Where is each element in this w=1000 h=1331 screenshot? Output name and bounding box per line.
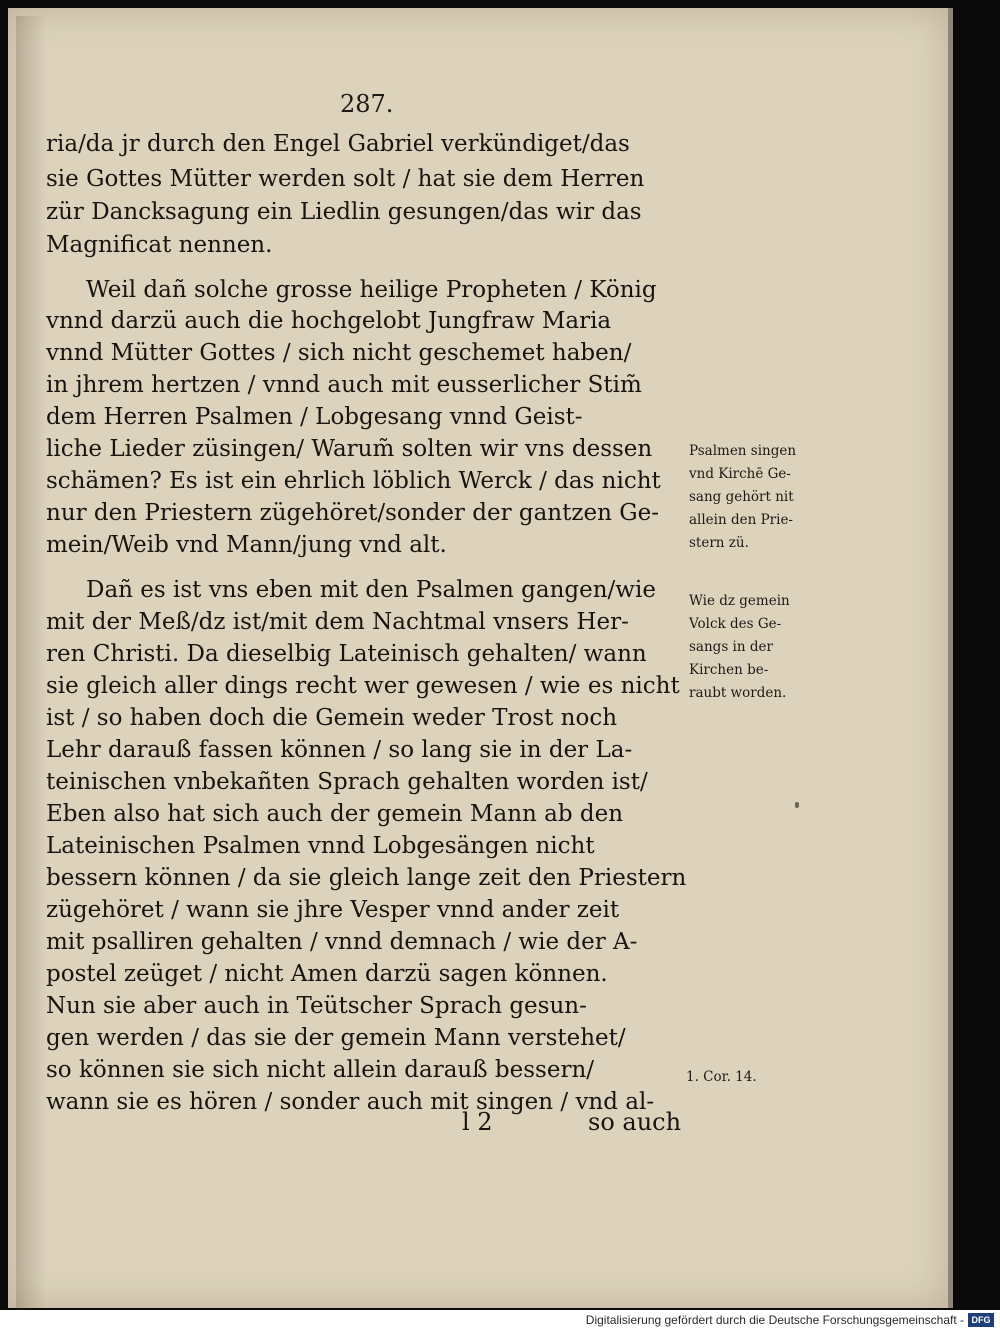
text-line: ria/da jr durch den Engel Gabriel verkündiget/das — [46, 131, 630, 157]
page-shadow — [16, 16, 46, 1316]
page-edge — [948, 8, 953, 1308]
footer-credit: Digitalisierung gefördert durch die Deutsche Forschungsgemeinschaft - — [585, 1313, 964, 1327]
dfg-logo: DFG — [968, 1313, 994, 1327]
text-line: bessern können / da sie gleich lange zeit den Priestern — [46, 865, 686, 891]
text-line: zügehöret / wann sie jhre Vesper vnnd ander zeit — [46, 897, 620, 923]
margin-note-line: stern zü. — [689, 535, 749, 551]
text-line: vnnd darzü auch die hochgelobt Jungfraw Maria — [46, 308, 612, 334]
text-line: so können sie sich nicht allein darauß bessern/ — [46, 1057, 595, 1083]
text-line: Magnificat nennen. — [46, 232, 273, 258]
signature-mark: l 2 — [462, 1108, 493, 1136]
text-line: in jhrem hertzen / vnnd auch mit eusserlicher Stim̃ — [46, 372, 642, 398]
text-line: teinischen vnbekañten Sprach gehalten worden ist/ — [46, 769, 648, 795]
margin-note-line: Kirchen be- — [689, 662, 769, 678]
text-line: postel zeüget / nicht Amen darzü sagen können. — [46, 961, 608, 987]
text-line: mit psalliren gehalten / vnnd demnach / wie der A- — [46, 929, 638, 955]
text-line: Nun sie aber auch in Teütscher Sprach gesun- — [46, 993, 587, 1019]
margin-note-line: vnd Kirchē Ge- — [689, 466, 791, 482]
text-line: dem Herren Psalmen / Lobgesang vnnd Geist- — [46, 404, 583, 430]
margin-note-line: sangs in der — [689, 639, 773, 655]
text-line: Eben also hat sich auch der gemein Mann ab den — [46, 801, 624, 827]
text-line: wann sie es hören / sonder auch mit singen / vnd al- — [46, 1089, 655, 1115]
text-line: mit der Meß/dz ist/mit dem Nachtmal vnsers Her- — [46, 609, 629, 635]
text-line: sie gleich aller dings recht wer gewesen / wie es nicht — [46, 673, 680, 699]
margin-note-line: Volck des Ge- — [689, 616, 782, 632]
text-line: Lateinischen Psalmen vnnd Lobgesängen nicht — [46, 833, 595, 859]
text-line: zür Dancksagung ein Liedlin gesungen/das wir das — [46, 199, 642, 225]
text-line: ren Christi. Da dieselbig Lateinisch gehalten/ wann — [46, 641, 647, 667]
text-line: sie Gottes Mütter werden solt / hat sie dem Herren — [46, 166, 645, 192]
text-line: liche Lieder züsingen/ Warum̃ solten wir vns dessen — [46, 436, 653, 462]
text-line: schämen? Es ist ein ehrlich löblich Werck / das nicht — [46, 468, 661, 494]
margin-note-line: Wie dz gemein — [689, 593, 790, 609]
margin-note-line: raubt worden. — [689, 685, 787, 701]
margin-note-line: allein den Prie- — [689, 512, 793, 528]
margin-note-line: sang gehört nit — [689, 489, 794, 505]
ink-speck — [795, 802, 799, 808]
text-line: mein/Weib vnd Mann/jung vnd alt. — [46, 532, 447, 558]
text-line: Weil dañ solche grosse heilige Propheten / König — [86, 277, 657, 303]
text-line: vnnd Mütter Gottes / sich nicht geschemet haben/ — [46, 340, 632, 366]
margin-note-line: 1. Cor. 14. — [686, 1069, 757, 1085]
text-line: ist / so haben doch die Gemein weder Trost noch — [46, 705, 618, 731]
text-line: Lehr darauß fassen können / so lang sie in der La- — [46, 737, 633, 763]
text-line: nur den Priestern zügehöret/sonder der gantzen Ge- — [46, 500, 659, 526]
margin-note-line: Psalmen singen — [689, 443, 797, 459]
text-line: Dañ es ist vns eben mit den Psalmen gangen/wie — [86, 577, 656, 603]
catchword: so auch — [588, 1108, 682, 1136]
text-line: gen werden / das sie der gemein Mann verstehet/ — [46, 1025, 626, 1051]
footer-bar — [0, 1310, 1000, 1331]
page-number: 287. — [340, 90, 394, 118]
